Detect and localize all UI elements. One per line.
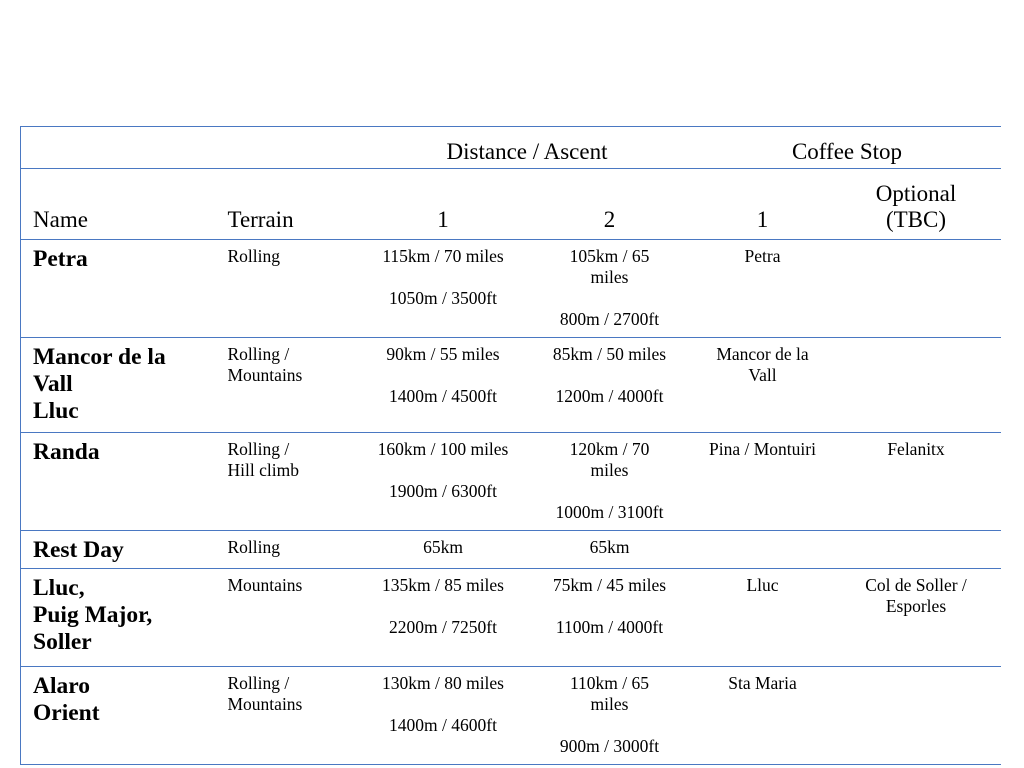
route-name-cell (21, 240, 216, 338)
ascent-value: 1400m / 4600ft (389, 715, 497, 735)
optional-stop-cell (832, 240, 1001, 338)
coffee-stop-line: Mancor de la (716, 344, 809, 364)
route-name-line: Orient (33, 700, 100, 726)
route-name-cell (21, 569, 216, 667)
route-table (20, 126, 1001, 765)
spacer (526, 365, 694, 386)
ascent-value: 1400m / 4500ft (389, 386, 497, 406)
route-name-line: Puig Major, (33, 602, 153, 628)
terrain-line: Mountains (227, 694, 303, 714)
ascent-value: 900m / 3000ft (559, 736, 660, 756)
distance-1-cell (361, 433, 526, 531)
distance-2-cell (526, 667, 694, 765)
distance-value: 160km / 100 miles (377, 439, 509, 459)
route-name-line: Alaro (33, 673, 91, 699)
header-empty-cell (21, 127, 216, 169)
distance-1-cell (361, 667, 526, 765)
distance-value: 105km / 65 (569, 246, 650, 266)
ascent-value: 1900m / 6300ft (389, 481, 497, 501)
header-empty-cell (216, 127, 361, 169)
optional-stop-cell (832, 569, 1001, 667)
ascent-value: 1050m / 3500ft (389, 288, 497, 308)
route-name-line: Lluc, (33, 575, 85, 601)
table-row (21, 433, 1001, 531)
coffee-stop-cell (694, 240, 832, 338)
distance-1-cell (361, 569, 526, 667)
spacer (526, 715, 694, 736)
table-row (21, 569, 1001, 667)
ascent-value: 2200m / 7250ft (389, 617, 497, 637)
terrain-cell (216, 433, 361, 531)
optional-stop-cell (832, 667, 1001, 765)
distance-2-cell (526, 240, 694, 338)
route-name-cell (21, 667, 216, 765)
table-column-header-row (21, 169, 1001, 240)
route-name-line: Lluc (33, 398, 79, 424)
spacer (361, 460, 526, 481)
distance-value: miles (590, 694, 629, 714)
optional-header-line: Optional (875, 181, 957, 206)
table-row (21, 240, 1001, 338)
route-name-line: Petra (33, 246, 88, 272)
distance-value: 85km / 50 miles (552, 344, 667, 364)
coffee-stop-line: Petra (744, 246, 781, 266)
distance-value: 65km (423, 537, 463, 557)
route-name-line: Soller (33, 629, 92, 655)
terrain-cell (216, 531, 361, 569)
coffee-stop-cell (694, 667, 832, 765)
route-name-cell (21, 531, 216, 569)
terrain-cell (216, 338, 361, 433)
terrain-line: Rolling / (227, 673, 290, 693)
distance-value: 130km / 80 miles (381, 673, 504, 693)
terrain-line: Mountains (227, 365, 303, 385)
spacer (361, 267, 526, 288)
terrain-line: Rolling / (227, 439, 290, 459)
route-name-line: Vall (33, 371, 73, 397)
route-name-line: Randa (33, 439, 100, 465)
route-name-line: Rest Day (33, 537, 124, 563)
coffee-stop-cell (694, 433, 832, 531)
table-group-header-row (21, 127, 1001, 169)
spacer (526, 481, 694, 502)
distance-value: miles (590, 267, 629, 287)
route-name-line: Mancor de la (33, 344, 166, 370)
ascent-value: 1200m / 4000ft (555, 386, 664, 406)
terrain-cell (216, 240, 361, 338)
coffee-stop-cell (694, 531, 832, 569)
spacer (361, 365, 526, 386)
table-row (21, 531, 1001, 569)
terrain-line: Hill climb (227, 460, 299, 480)
terrain-cell (216, 667, 361, 765)
optional-stop-cell (832, 338, 1001, 433)
optional-stop-line: Esporles (885, 596, 947, 616)
distance-2-cell (526, 569, 694, 667)
optional-header-line: (TBC) (885, 207, 947, 232)
spacer (526, 288, 694, 309)
distance-value: 135km / 85 miles (381, 575, 504, 595)
route-name-cell (21, 433, 216, 531)
coffee-stop-line: Sta Maria (728, 673, 797, 693)
column-header-distance-2: 2 (603, 207, 616, 232)
column-header-coffee-1: 1 (756, 207, 769, 232)
spacer (526, 596, 694, 617)
optional-stop-cell (832, 531, 1001, 569)
coffee-stop-line: Vall (748, 365, 777, 385)
distance-value: 120km / 70 (569, 439, 650, 459)
coffee-stop-cell (694, 569, 832, 667)
ascent-value: 1000m / 3100ft (555, 502, 664, 522)
distance-1-cell (361, 531, 526, 569)
column-header-distance-1: 1 (437, 207, 449, 232)
distance-1-cell (361, 338, 526, 433)
spacer (361, 596, 526, 617)
distance-ascent-group-header: Distance / Ascent (446, 139, 608, 164)
coffee-stop-line: Pina / Montuiri (709, 439, 816, 459)
terrain-line: Mountains (227, 575, 303, 595)
distance-value: miles (590, 460, 629, 480)
optional-stop-line: Felanitx (887, 439, 945, 459)
distance-2-cell (526, 433, 694, 531)
column-header-terrain: Terrain (227, 207, 294, 232)
distance-1-cell (361, 240, 526, 338)
distance-value: 75km / 45 miles (552, 575, 667, 595)
distance-value: 65km (589, 537, 630, 557)
optional-stop-cell (832, 433, 1001, 531)
terrain-line: Rolling (227, 537, 281, 557)
terrain-line: Rolling (227, 246, 281, 266)
ascent-value: 1100m / 4000ft (555, 617, 664, 637)
table-row (21, 338, 1001, 433)
table-row (21, 667, 1001, 765)
coffee-stop-cell (694, 338, 832, 433)
distance-value: 110km / 65 (569, 673, 650, 693)
spacer (361, 694, 526, 715)
column-header-name: Name (33, 207, 88, 232)
optional-stop-line: Col de Soller / (865, 575, 967, 595)
route-name-cell (21, 338, 216, 433)
coffee-stop-group-header: Coffee Stop (791, 139, 903, 164)
coffee-stop-line: Lluc (746, 575, 779, 595)
distance-value: 90km / 55 miles (386, 344, 500, 364)
ascent-value: 800m / 2700ft (559, 309, 660, 329)
distance-2-cell (526, 338, 694, 433)
distance-2-cell (526, 531, 694, 569)
terrain-line: Rolling / (227, 344, 290, 364)
distance-value: 115km / 70 miles (382, 246, 504, 266)
terrain-cell (216, 569, 361, 667)
column-header-optional (832, 169, 1001, 240)
